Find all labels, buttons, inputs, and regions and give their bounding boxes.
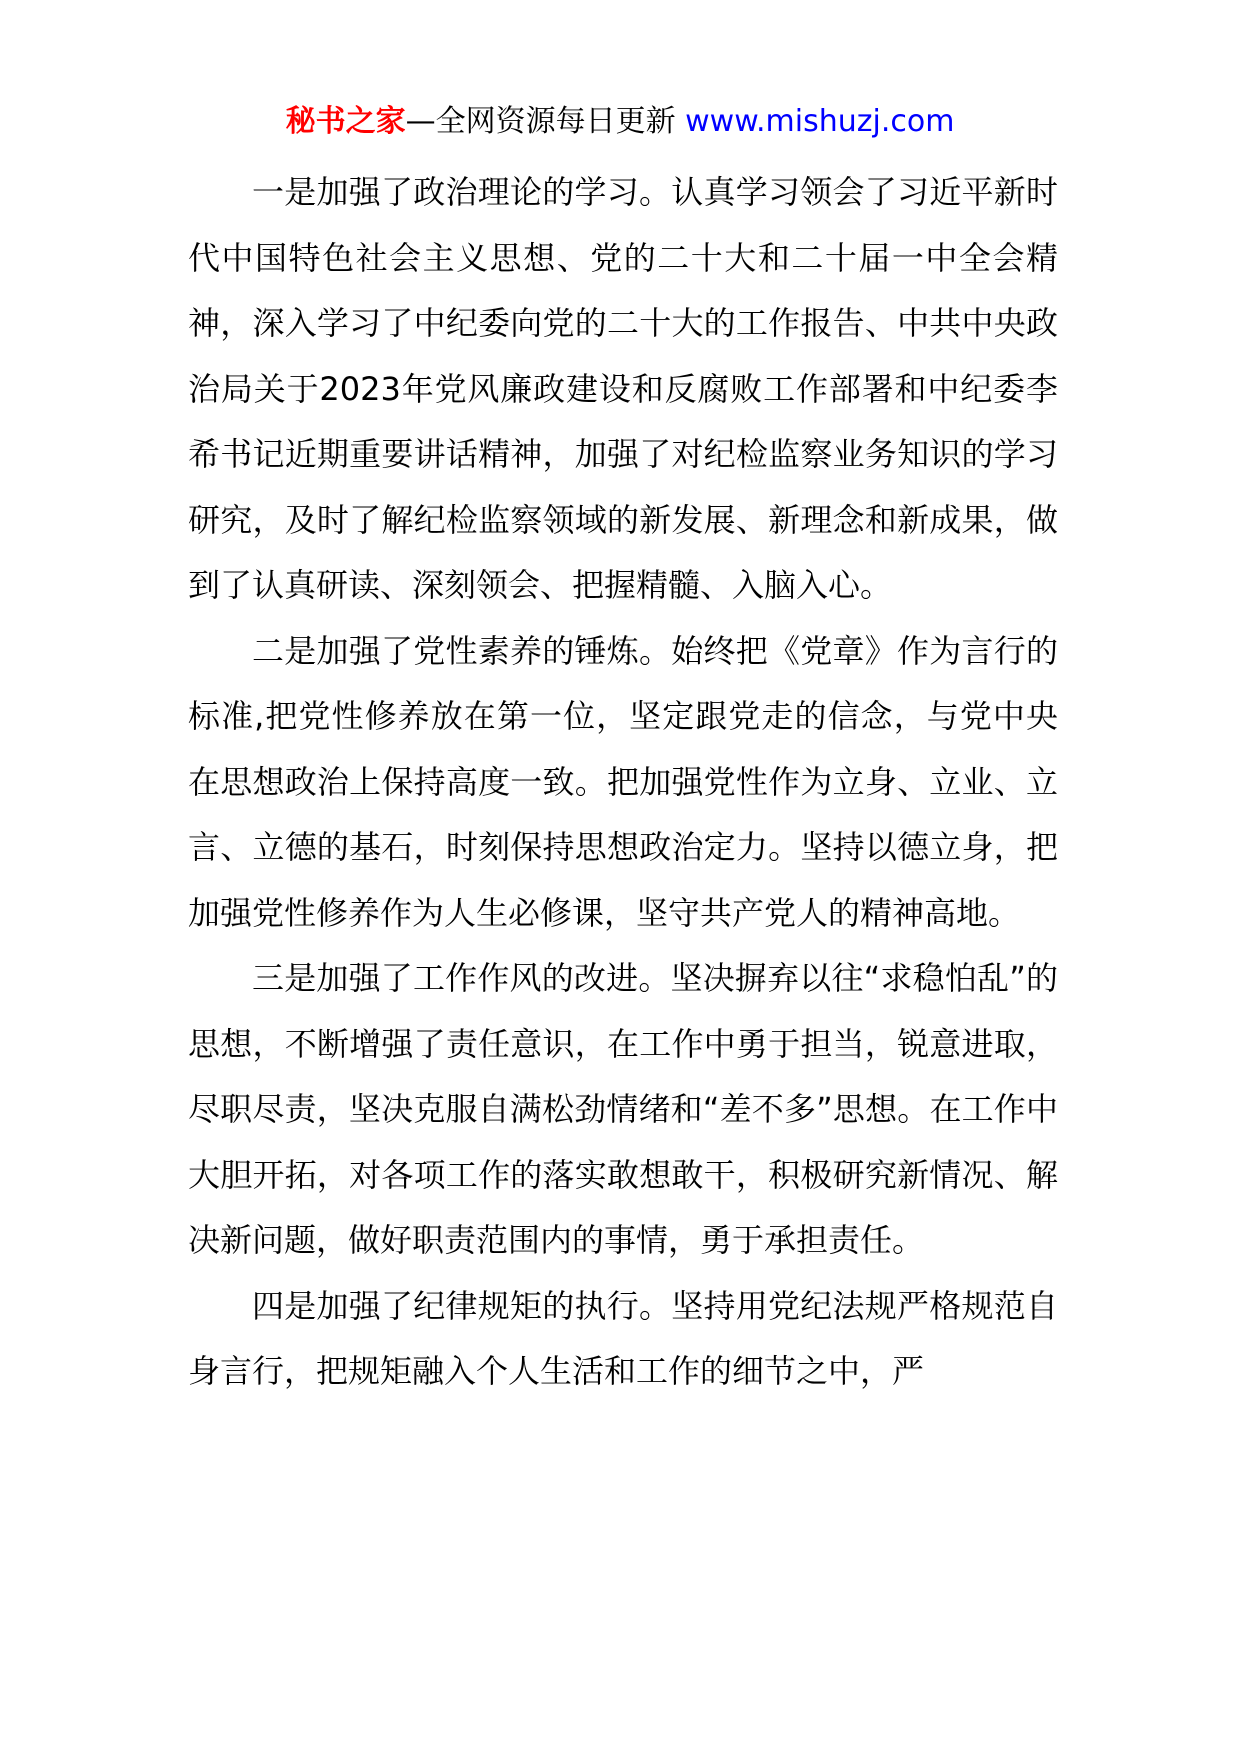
page-header bbox=[0, 100, 1240, 144]
website-url[interactable]: www.mishuzj.com bbox=[685, 104, 955, 139]
paragraph-work-style: 三是加强了工作作风的改进。坚决摒弃以往“求稳怕乱”的思想，不断增强了责任意识，在工作中勇于担当，锐意进取，尽职尽责，坚决克服自满松劲情绪和“差不多”思想。在工作中大胆开拓，对各项工作的落实敢想敢干，积极研究新情况、解决新问题，做好职责范围内的事情，勇于承担责任。 bbox=[188, 959, 1058, 1259]
header-tagline: —全网资源每日更新 bbox=[405, 104, 686, 139]
paragraph-discipline: 四是加强了纪律规矩的执行。坚持用党纪法规严格规范自身言行，把规矩融入个人生活和工作的细节之中，严 bbox=[188, 1286, 1058, 1390]
paragraph-political-theory: 一是加强了政治理论的学习。认真学习领会了习近平新时代中国特色社会主义思想、党的二十大和二十届一中全会精神，深入学习了中纪委向党的二十大的工作报告、中共中央政治局关于2023年党风廉政建设和反腐败工作部署和中纪委李希书记近期重要讲话精神，加强了对纪检监察业务知识的学习研究，及时了解纪检监察领域的新发展、新理念和新成果，做到了认真研读、深刻领会、把握精髓、入脑入心。 bbox=[188, 173, 1058, 604]
brand-name: 秘书之家 bbox=[285, 104, 406, 139]
document-body bbox=[188, 160, 1058, 1405]
paragraph-party-spirit: 二是加强了党性素养的锤炼。始终把《党章》作为言行的标准,把党性修养放在第一位，坚定跟党走的信念，与党中央在思想政治上保持高度一致。把加强党性作为立身、立业、立言、立德的基石，时刻保持思想政治定力。坚持以德立身，把加强党性修养作为人生必修课，坚守共产党人的精神高地。 bbox=[188, 631, 1058, 932]
